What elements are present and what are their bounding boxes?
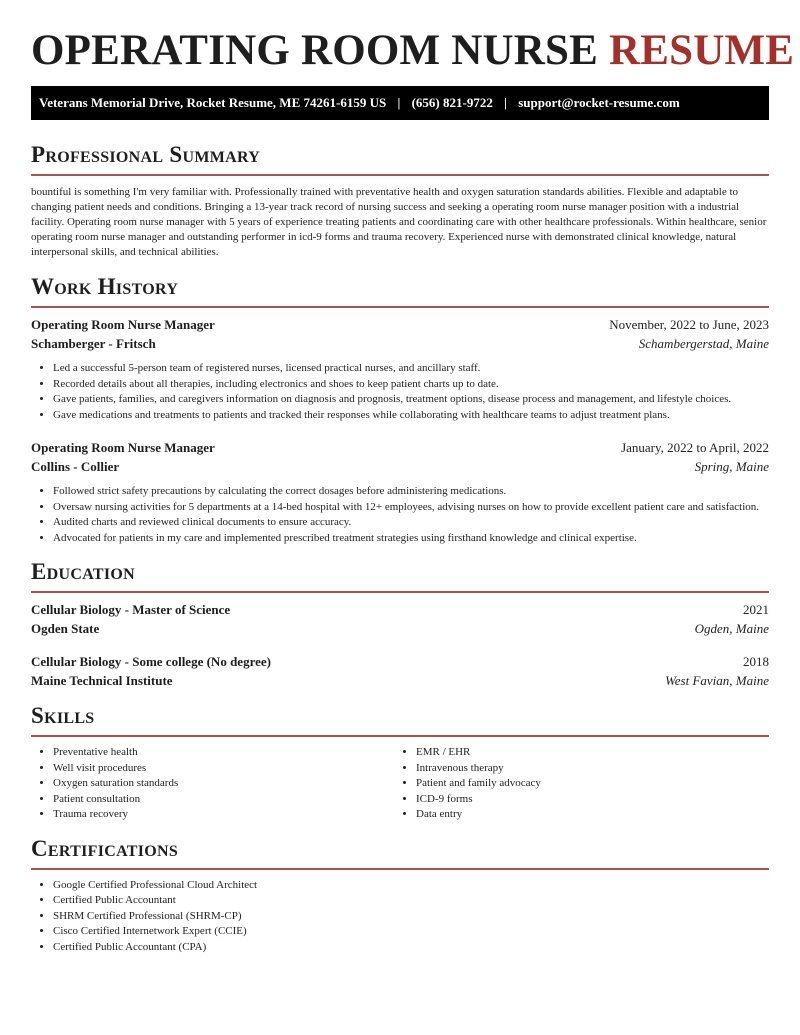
certifications-section bbox=[31, 836, 769, 956]
job-bullet: • Followed strict safety precautions by calculating the correct dosages before administering medications. bbox=[53, 484, 769, 500]
skill-item: • Data entry bbox=[416, 807, 757, 823]
summary-text: bountiful is something I'm very familiar with. Professionally trained with preventative health and oxygen saturation standards abilities. Flexible and adaptable to changing patient needs and conditions. Bringing a 13-year track record of nursing success and seeking a operating room nurse manager position with a industrial facility. Operating room nurse manager with 5 years of experience treating patients and coordinating care with other healthcare professionals. Within healthcare, senior operating room nurse manager and outstanding performer in icd-9 forms and trauma recovery. Experienced nurse with demonstrated clinical knowledge, natural interpersonal skills, and technical abilities. bbox=[31, 186, 767, 258]
education-school: Maine Technical Institute bbox=[31, 673, 173, 688]
section-divider bbox=[31, 174, 769, 176]
skills-section bbox=[31, 703, 769, 823]
education-entry bbox=[31, 654, 769, 689]
skill-item: • EMR / EHR bbox=[416, 745, 757, 761]
education-degree: Cellular Biology - Master of Science bbox=[31, 602, 231, 617]
job-bullets bbox=[31, 361, 769, 423]
section-heading: Professional Summary bbox=[31, 142, 261, 167]
job-bullet: • Gave patients, families, and caregivers information on diagnosis and prognosis, treatment options, disease process and management, and lifestyle choices. bbox=[53, 392, 769, 408]
job-dates: January, 2022 to April, 2022 bbox=[621, 440, 769, 455]
skill-item: • Patient and family advocacy bbox=[416, 776, 757, 792]
job-company: Schamberger - Fritsch bbox=[31, 336, 156, 351]
section-heading: Certifications bbox=[31, 835, 179, 861]
section-heading: Work History bbox=[31, 274, 179, 299]
work-history-section bbox=[31, 274, 769, 546]
job-company: Collins - Collier bbox=[31, 459, 120, 474]
job-bullet: • Oversaw nursing activities for 5 departments at a 14-bed hospital with 12+ employees, advising nurses on how to provide excellent patient care and satisfaction. bbox=[53, 500, 769, 516]
job-bullet: • Led a successful 5-person team of registered nurses, licensed practical nurses, and ancillary staff. bbox=[53, 361, 769, 377]
education-year: 2021 bbox=[743, 602, 769, 617]
certification-item: • Cisco Certified Internetwork Expert (CCIE) bbox=[53, 924, 769, 940]
section-divider bbox=[31, 868, 769, 870]
education-section bbox=[31, 559, 769, 689]
section-divider bbox=[31, 735, 769, 737]
title-main: OPERATING ROOM NURSE bbox=[31, 27, 599, 74]
job-location: Spring, Maine bbox=[694, 459, 769, 474]
job-entry bbox=[31, 317, 769, 423]
job-bullets bbox=[31, 484, 769, 546]
skills-list bbox=[31, 745, 394, 823]
skill-item: • Well visit procedures bbox=[53, 761, 394, 777]
job-dates: November, 2022 to June, 2023 bbox=[609, 317, 769, 332]
education-school: Ogden State bbox=[31, 621, 100, 636]
job-bullet: • Advocated for patients in my care and implemented prescribed treatment strategies using firsthand knowledge and clinical expertise. bbox=[53, 531, 769, 547]
contact-separator: | bbox=[504, 95, 507, 110]
section-divider bbox=[31, 306, 769, 308]
skill-item: • Oxygen saturation standards bbox=[53, 776, 394, 792]
resume-title bbox=[31, 0, 795, 86]
education-year: 2018 bbox=[743, 654, 769, 669]
contact-bar bbox=[31, 86, 769, 120]
skills-column-right bbox=[394, 745, 757, 823]
certification-item: • Certified Public Accountant (CPA) bbox=[53, 940, 769, 956]
job-title: Operating Room Nurse Manager bbox=[31, 440, 215, 455]
certification-item: • SHRM Certified Professional (SHRM-CP) bbox=[53, 909, 769, 925]
skill-item: • Trauma recovery bbox=[53, 807, 394, 823]
title-accent: RESUME bbox=[608, 27, 795, 74]
job-entry bbox=[31, 440, 769, 546]
education-degree: Cellular Biology - Some college (No degree) bbox=[31, 654, 271, 669]
job-bullet: • Gave medications and treatments to patients and tracked their responses while collaborating with healthcare teams to adjust treatment plans. bbox=[53, 408, 769, 424]
job-bullet: • Recorded details about all therapies, including electronics and shoes to keep patient charts up to date. bbox=[53, 377, 769, 393]
job-location: Schambergerstad, Maine bbox=[638, 336, 769, 351]
job-title: Operating Room Nurse Manager bbox=[31, 317, 215, 332]
skills-list bbox=[394, 745, 757, 823]
skills-columns bbox=[31, 745, 769, 823]
skill-item: • ICD-9 forms bbox=[416, 792, 757, 808]
education-location: Ogden, Maine bbox=[694, 621, 769, 636]
skills-column-left bbox=[31, 745, 394, 823]
contact-phone: (656) 821-9722 bbox=[411, 95, 493, 110]
certification-item: • Certified Public Accountant bbox=[53, 893, 769, 909]
section-heading: Education bbox=[31, 559, 135, 584]
skill-item: • Preventative health bbox=[53, 745, 394, 761]
summary-section bbox=[31, 142, 769, 260]
contact-email[interactable]: support@rocket-resume.com bbox=[518, 95, 680, 110]
education-entry bbox=[31, 602, 769, 637]
education-location: West Favian, Maine bbox=[665, 673, 769, 688]
certification-item: • Google Certified Professional Cloud Architect bbox=[53, 878, 769, 894]
certifications-list bbox=[31, 878, 769, 956]
section-heading: Skills bbox=[31, 703, 95, 728]
skill-item: • Intravenous therapy bbox=[416, 761, 757, 777]
contact-address: Veterans Memorial Drive, Rocket Resume, ME 74261-6159 US bbox=[39, 95, 387, 110]
section-divider bbox=[31, 591, 769, 593]
job-bullet: • Audited charts and reviewed clinical documents to ensure accuracy. bbox=[53, 515, 769, 531]
skill-item: • Patient consultation bbox=[53, 792, 394, 808]
contact-separator: | bbox=[397, 95, 401, 110]
